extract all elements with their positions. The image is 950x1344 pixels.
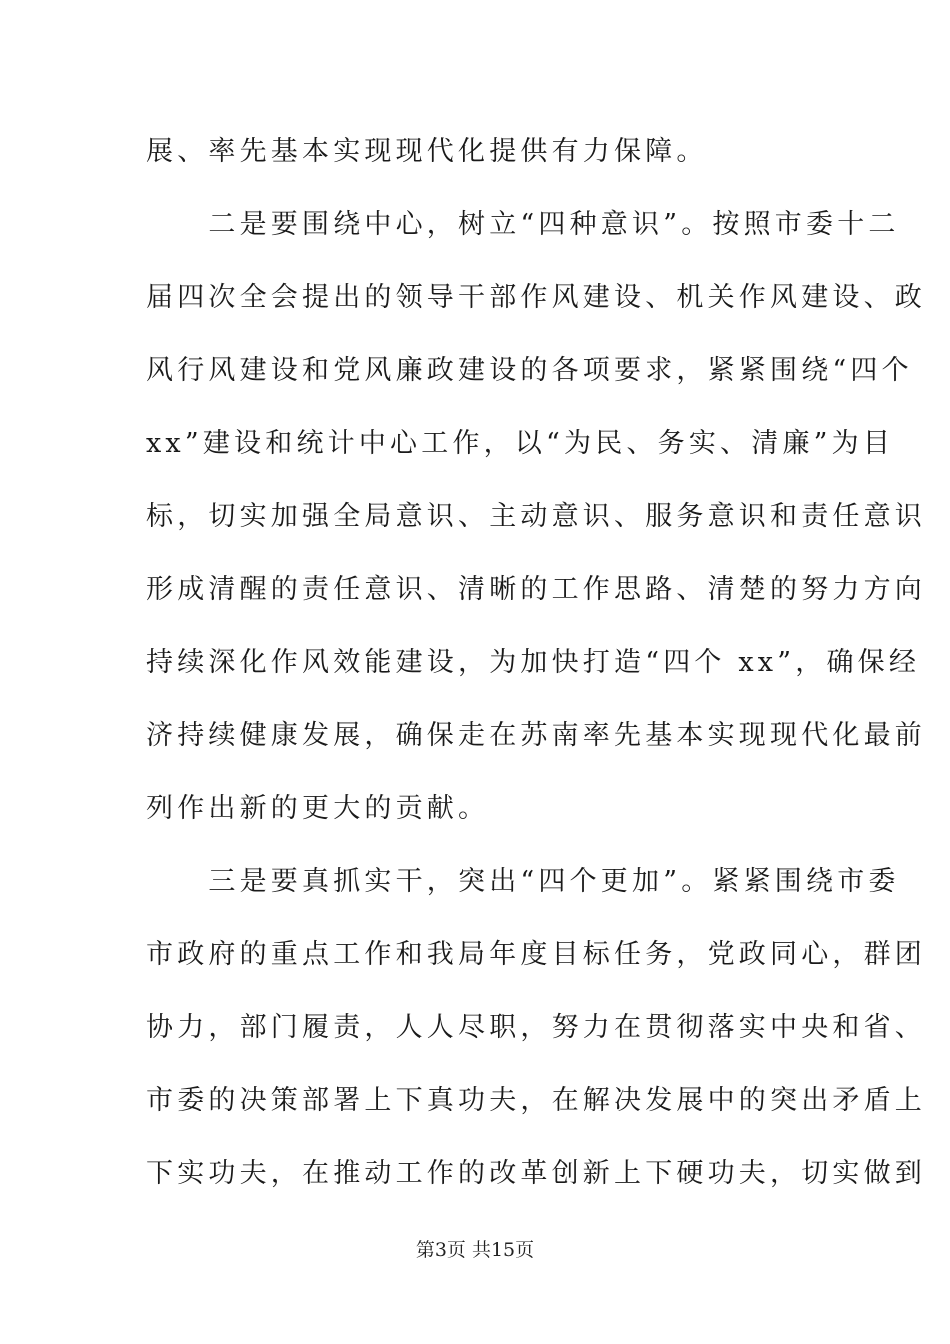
text-line: 市委的决策部署上下真功夫，在解决发展中的突出矛盾上 <box>146 1085 926 1116</box>
text-line: xx”建设和统计中心工作，以“为民、务实、清廉”为目 <box>146 428 895 459</box>
text-line: 三是要真抓实干，突出“四个更加”。紧紧围绕市委 <box>146 866 900 897</box>
text-line: 列作出新的更大的贡献。 <box>146 793 490 824</box>
text-line: 协力，部门履责，人人尽职，努力在贯彻落实中央和省、 <box>146 1012 926 1043</box>
text-line: 标，切实加强全局意识、主动意识、服务意识和责任意识 <box>146 501 926 532</box>
text-line: 持续深化作风效能建设，为加快打造“四个 xx”，确保经 <box>146 647 921 678</box>
text-line: 展、率先基本实现现代化提供有力保障。 <box>146 136 708 167</box>
text-line: 下实功夫，在推动工作的改革创新上下硬功夫，切实做到 <box>146 1158 926 1189</box>
text-line: 市政府的重点工作和我局年度目标任务，党政同心，群团 <box>146 939 926 970</box>
text-line: 形成清醒的责任意识、清晰的工作思路、清楚的努力方向 <box>146 574 926 605</box>
page-number-footer: 第3页 共15页 <box>415 1239 535 1261</box>
text-line: 风行风建设和党风廉政建设的各项要求，紧紧围绕“四个 <box>146 355 913 386</box>
text-line: 届四次全会提出的领导干部作风建设、机关作风建设、政 <box>146 282 926 313</box>
text-line: 济持续健康发展，确保走在苏南率先基本实现现代化最前 <box>146 720 926 751</box>
text-line: 二是要围绕中心，树立“四种意识”。按照市委十二 <box>146 209 900 240</box>
